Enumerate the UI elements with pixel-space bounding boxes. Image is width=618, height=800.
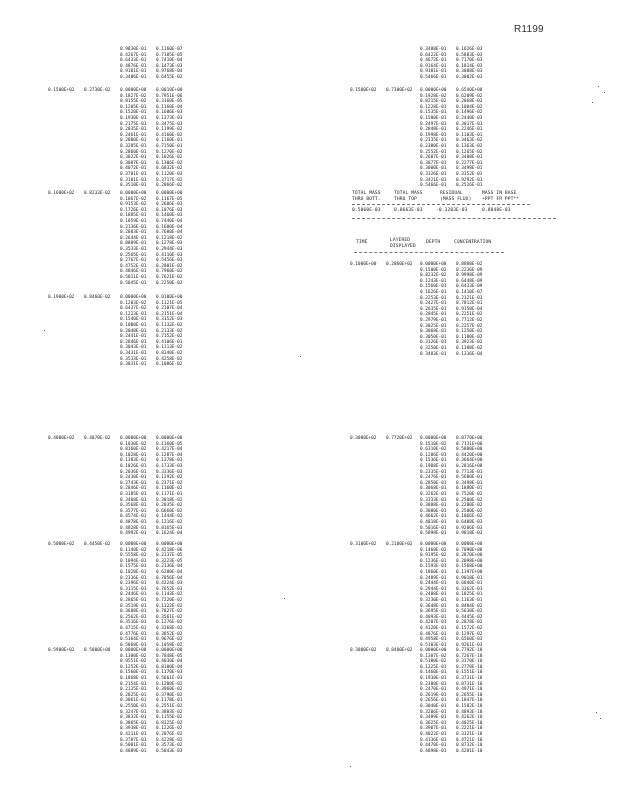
block-c1-col4: 0.0000E+00 0.1160E-05 0.4217E-04 0.1287E-04 0.1378E-03 0.1733E-03 0.3336E-03 0.1292E-02 0.2371E-02 0.1160E-02 0.1171E-01 0.3018E-02 0.2035E-02 0.6660E-02 0.1444E-02 0.1216E-02 0.8165E-03 0.1624E-04 bbox=[156, 436, 183, 537]
block-c3-col3: 0.0000E+00 0.1300E-02 0.9551E-02 0.1252E-01 0.1560E-01 0.1868E-01 0.2154E-01 0.2135E-01 0.2825E-01 0.3061E-01 0.2550E-01 0.3247E-01 0.3832E-01 0.3865E-01 0.3938E-01 0.4211E-01 0.3787E-01 0.5001E-01 0.4889E-01 bbox=[120, 648, 147, 754]
scan-speck bbox=[350, 766, 351, 767]
scan-speck bbox=[592, 102, 593, 103]
block-a3-col3: 0.0000E+00 0.1203E-02 0.6437E-02 0.1223E-01 0.1540E-01 0.1000E-01 0.2048E-01 0.2441E-01 0.2846E-01 0.3043E-01 0.3431E-01 0.3533E-01 0.3831E-01 bbox=[120, 295, 147, 368]
block-a2-col3: 0.0000E+00 0.1067E-02 0.9153E-02 0.1726E-01 0.1885E-01 0.1859E-01 0.2136E-01 0.2883E-01 0.2644E-01 0.8809E-01 0.3533E-01 0.2565E-01 0.2767E-01 0.4752E-01 0.4846E-01 0.5011E-01 0.5045E-01 bbox=[120, 191, 147, 286]
summary-col2-line2: THRU TOP bbox=[394, 197, 417, 202]
summary-col3-line1: RESIDUAL bbox=[440, 191, 463, 196]
block-c1-layer: 0.4870E-02 bbox=[84, 436, 111, 441]
block-a0-col4: 0.1160E-07 0.7185E-05 0.7410E-04 0.1473E-03 0.9768E-04 0.6455E-02 bbox=[156, 47, 183, 80]
block-a3-layer: 0.8460E-02 bbox=[84, 295, 111, 300]
block-a2-col4: 0.0000E+00 0.1167E-05 0.2606E-03 0.1076E-03 0.1460E-03 0.7440E-04 0.1600E-04 0.7600E-04 0.1218E-02 0.1278E-03 0.2944E-03 0.4110E-03 0.5456E-03 0.2001E-02 0.7960E-02 0.7621E-02 0.2250E-02 bbox=[156, 191, 183, 286]
block-b2-col4: 0.8888E-02 0.2236E-09 0.9998E-09 0.6448E-09 0.6433E-09 0.1410E-07 0.2121E-03 0.7812E-01 0.9150E-04 0.2251E-02 0.7712E-02 0.2257E-02 0.1250E-02 0.1180E-02 0.3923E-02 0.1308E-02 0.1336E-04 bbox=[456, 262, 483, 357]
summary-bottom-rule bbox=[352, 218, 556, 219]
document-reference-number: R1199 bbox=[514, 24, 544, 35]
block-c2-layer: 0.4450E-02 bbox=[84, 542, 111, 547]
scan-speck bbox=[604, 92, 605, 93]
depth-header-depth: DEPTH bbox=[426, 240, 441, 245]
block-c3-layer: 0.5000E+00 bbox=[84, 648, 111, 653]
depth-header-displayed: DISPLAYED bbox=[390, 244, 416, 249]
block-c3-col4: 0.0000E+00 0.7848E-05 0.4030E-04 0.8100E-04 0.1170E-03 0.5661E-03 0.1280E-02 0.3960E-02 0.3790E-02 0.1178E-01 0.2551E-02 0.3883E-02 0.1155E-02 0.8325E-02 0.1226E-02 0.2076E-02 0.4228E-02 0.3573E-02 0.5843E-03 bbox=[156, 648, 183, 754]
summary-col2-line1: TOTAL MASS bbox=[394, 191, 423, 196]
block-b1-layer: 0.7300E+02 bbox=[386, 88, 413, 93]
scan-speck bbox=[44, 330, 45, 331]
block-d2-layer: 0.2100E+02 bbox=[386, 542, 413, 547]
summary-val4: 0.8848E-03 bbox=[482, 208, 511, 213]
scan-speck bbox=[598, 86, 599, 87]
block-c1-col3: 0.0000E+00 0.1030E-02 0.8160E-02 0.1028E-01 0.1383E-01 0.1826E-01 0.2036E-01 0.2430E-01 0.2743E-01 0.2846E-01 0.3185E-01 0.3408E-01 0.3568E-01 0.3577E-01 0.4574E-01 0.4878E-01 0.4828E-01 0.4992E-01 bbox=[120, 436, 147, 537]
block-a1-layer: 0.2730E-02 bbox=[84, 88, 111, 93]
depth-header-concentration: CONCENTRATION bbox=[454, 240, 492, 245]
summary-col4-line1: MASS IN BASE bbox=[482, 191, 517, 196]
summary-col4-line2: +PPT FR PPT** bbox=[482, 197, 520, 202]
block-a3-time: 0.1900E+02 bbox=[48, 295, 75, 300]
block-c2-col4: 0.0000E+00 0.4218E-06 0.2137E-05 0.3223E-05 0.2136E-04 0.6200E-04 0.7856E-04 0.4224E-03 0.7652E-03 0.1143E-02 0.7220E-02 0.1122E-02 0.7827E-02 0.3561E-02 0.1276E-02 0.3368E-02 0.3852E-02 0.9676E-02 0.1058E-02 bbox=[156, 542, 183, 648]
summary-val1: 0.5060E-03 bbox=[352, 208, 381, 213]
block-a2-layer: 0.8233E-02 bbox=[84, 191, 111, 196]
depth-header-rule bbox=[354, 252, 504, 253]
summary-col1-line2: THRU BOTT. bbox=[352, 197, 381, 202]
block-b1-col4: 0.6540E+00 0.6209E-02 0.2868E-03 0.1004E-02 0.1496E-02 0.2440E-03 0.3017E-01 0.2246E-01 0.1103E-01 0.3463E-02 0.1363E-02 0.1265E-02 0.3488E-01 0.2277E-01 0.3498E-01 0.3352E-03 0.9292E-01 0.2526E-01 bbox=[456, 88, 483, 189]
scan-speck bbox=[600, 718, 601, 719]
block-b0-col3: 0.3488E-01 0.6422E-01 0.4672E-01 0.9164E-01 0.9181E-01 0.5466E-01 bbox=[420, 47, 447, 80]
summary-col1-line1: TOTAL MASS bbox=[352, 191, 381, 196]
block-c3-time: 0.5900E+02 bbox=[48, 648, 75, 653]
block-a3-col4: 0.0100E+00 0.1121E-05 0.2107E-04 0.2151E-04 0.3152E-03 0.1132E-02 0.2133E-02 0.7152E-02 0.4106E-01 0.1113E-02 0.8340E-02 0.4258E-02 0.1086E-02 bbox=[156, 295, 183, 368]
scan-speck bbox=[300, 356, 301, 357]
block-d1-col4: 0.8770E+00 0.7131E+00 0.5880E+00 0.4420E+00 0.3664E+00 0.2816E+00 0.7713E-01 0.5680E-01 0.3498E-01 0.1880E-01 0.7520E-02 0.2500E-02 0.2280E-02 0.2500E-02 0.1066E-02 0.6488E-03 0.9206E-03 0.9818E-03 bbox=[456, 436, 483, 537]
block-d3-layer: 0.8400E+02 bbox=[386, 648, 413, 653]
block-b2-time: 0.1000E+00 bbox=[350, 262, 377, 267]
depth-header-time: TIME bbox=[356, 240, 368, 245]
scan-speck bbox=[596, 712, 597, 713]
block-c2-time: 0.5000E+02 bbox=[48, 542, 75, 547]
block-a2-time: 0.1600E+02 bbox=[48, 191, 75, 196]
block-d3-col4: 0.7792E-10 0.7267E-10 0.3170E-10 0.2770E-10 0.1551E-10 0.3731E-10 0.8731E-10 0.4971E-10 0.2655E-10 0.1847E-10 0.1502E-10 0.4893E-10 0.4262E-10 0.4025E-10 0.2221E-10 0.3321E-10 0.4721E-10 0.8732E-10 0.4281E-10 bbox=[456, 648, 483, 754]
block-a1-col4: 0.0010E+00 0.7951E-06 0.3160E-05 0.1160E-04 0.1606E-03 0.1373E-03 0.3475E-03 0.1199E-02 0.4160E-02 0.1160E-01 0.7150E-01 0.1270E-02 0.1026E-02 0.1306E-02 0.6832E-02 0.1120E-03 0.3717E-02 0.2866E-02 bbox=[156, 88, 183, 189]
block-b1-col3: 0.0000E+00 0.1928E-02 0.8215E-02 0.1228E-01 0.1535E-01 0.1580E-01 0.2497E-01 0.2848E-01 0.1998E-01 0.2335E-01 0.2380E-01 0.2552E-01 0.2687E-01 0.3077E-01 0.3000E-01 0.3326E-01 0.3421E-01 0.5466E-01 bbox=[420, 88, 447, 189]
block-b2-layer: 0.2060E+02 bbox=[386, 262, 413, 267]
block-d3-time: 0.3000E+02 bbox=[350, 648, 377, 653]
summary-val3: -0.3203E-03 bbox=[436, 208, 468, 213]
block-a0-col3: 0.9830E-01 0.4267E-01 0.6433E-01 0.4876E-01 0.9181E-01 0.3486E-01 bbox=[120, 47, 147, 80]
scan-speck bbox=[284, 598, 285, 599]
block-d3-col3: 0.0000E+00 0.1307E-02 0.5180E-02 0.1225E-01 0.1460E-01 0.1930E-01 0.2380E-01 0.2470E-01 0.2619E-01 0.2656E-01 0.3040E-01 0.3206E-01 0.3489E-01 0.3625E-01 0.3907E-01 0.4022E-01 0.4136E-01 0.4470E-01 0.4898E-01 bbox=[420, 648, 447, 754]
summary-val2: 0.8663E-03 bbox=[394, 208, 423, 213]
block-d1-layer: 0.7720E+02 bbox=[386, 436, 413, 441]
summary-header-rule bbox=[352, 204, 530, 205]
block-d1-col3: 0.0000E+00 0.1510E-02 0.6310E-02 0.1206E-01 0.1536E-01 0.1988E-01 0.2335E-01 0.2476E-01 0.2850E-01 0.3068E-01 0.3262E-01 0.3333E-01 0.3888E-01 0.3080E-01 0.4662E-01 0.4818E-01 0.5016E-01 0.5898E-01 bbox=[420, 436, 447, 537]
block-c2-col3: 0.0000E+00 0.1140E-02 0.5558E-02 0.1094E-01 0.1575E-01 0.1828E-01 0.2336E-01 0.2396E-01 0.3115E-01 0.2446E-01 0.2865E-01 0.3519E-01 0.3688E-01 0.2562E-01 0.3516E-01 0.4715E-01 0.4776E-01 0.5164E-01 0.5868E-01 bbox=[120, 542, 147, 648]
summary-col3-line2: (MASS FLUX) bbox=[440, 197, 472, 202]
block-d2-time: 0.3100E+02 bbox=[350, 542, 377, 547]
block-d2-col4: 0.0000E+00 0.7090E+00 0.2870E+00 0.2098E+00 0.1568E+00 0.1397E+00 0.9018E-01 0.6840E-01 0.3362E-01 0.1825E-01 0.1163E-01 0.8484E-02 0.5630E-02 0.4445E-02 0.2878E-02 0.1572E-02 0.1297E-02 0.6560E-03 0.9261E-03 bbox=[456, 542, 483, 648]
block-a1-col3: 0.0000E+00 0.1827E-02 0.8155E-02 0.1205E-01 0.1520E-01 0.1930E-01 0.2175E-01 0.2835E-01 0.2461E-01 0.2080E-01 0.3285E-01 0.2860E-01 0.3022E-01 0.3087E-01 0.4072E-01 0.3701E-01 0.3101E-01 0.3510E-01 bbox=[120, 88, 147, 189]
block-d1-time: 0.3000E+02 bbox=[350, 436, 377, 441]
block-b2-col3: 0.0000E+00 0.1500E-02 0.8232E-02 0.1243E-01 0.1560E-01 0.1626E-01 0.2253E-01 0.2427E-01 0.2635E-01 0.2845E-01 0.2979E-01 0.3025E-01 0.3068E-01 0.3050E-01 0.3126E-01 0.3250E-01 0.3483E-01 bbox=[420, 262, 447, 357]
block-b1-time: 0.1500E+02 bbox=[350, 88, 377, 93]
block-a1-time: 0.1500E+02 bbox=[48, 88, 75, 93]
block-c1-time: 0.4000E+02 bbox=[48, 436, 75, 441]
block-d2-col3: 0.0000E+00 0.1460E-02 0.9195E-02 0.1236E-01 0.1593E-01 0.1860E-01 0.2489E-01 0.2444E-01 0.2944E-01 0.2488E-01 0.3230E-01 0.3648E-01 0.3695E-01 0.4093E-01 0.4207E-01 0.4320E-01 0.4876E-01 0.4958E-01 0.5103E-01 bbox=[420, 542, 447, 648]
depth-header-layered: LAYERED bbox=[390, 238, 411, 243]
block-b0-col4: 0.1626E-03 0.5883E-03 0.7170E-03 0.1814E-03 0.3088E-03 0.3002E-03 bbox=[456, 47, 483, 80]
